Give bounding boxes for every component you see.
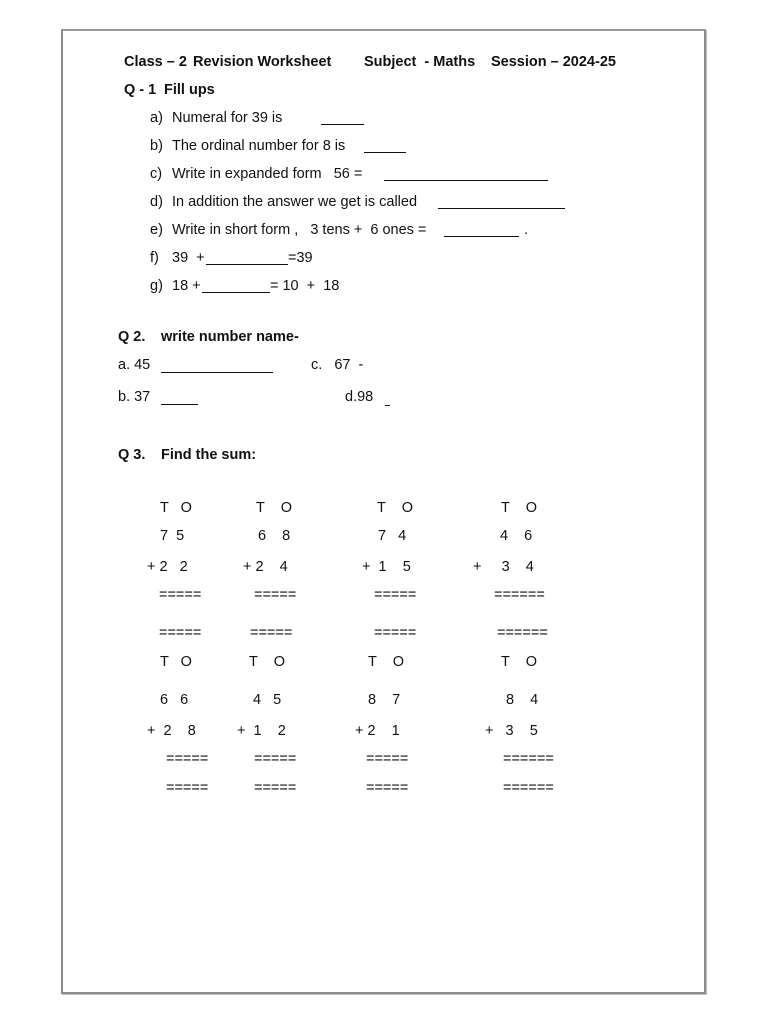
place-value-header: T O (160, 500, 192, 516)
subject-label: Subject - Maths (364, 54, 476, 70)
answer-line: ====== (503, 751, 554, 767)
addend-top: 8 4 (506, 692, 539, 708)
answer-blank[interactable] (438, 196, 565, 209)
answer-line: ===== (166, 751, 209, 767)
answer-blank[interactable] (161, 392, 198, 405)
addend-top: 7 4 (378, 528, 407, 544)
place-value-header: T O (377, 500, 413, 516)
class-label: Class – 2 (124, 54, 187, 70)
q1-item-text: The ordinal number for 8 is (172, 138, 346, 154)
addend-top: 4 6 (500, 528, 533, 544)
addend-top: 4 5 (253, 692, 282, 708)
q1-item-text: 18 + (172, 278, 201, 294)
answer-line: ====== (494, 587, 545, 603)
answer-blank[interactable] (385, 393, 390, 406)
addend-top: 7 5 (160, 528, 185, 544)
place-value-header: T O (501, 654, 537, 670)
place-value-header: T O (256, 500, 292, 516)
q1-item-text: 39 + (172, 250, 205, 266)
addend-bottom: + 3 5 (485, 723, 538, 739)
answer-blank[interactable] (206, 252, 288, 265)
q1-item-text: Write in expanded form 56 = (172, 166, 363, 182)
place-value-header: T O (160, 654, 192, 670)
q1-item-marker: d) (150, 194, 163, 210)
addend-bottom: + 2 4 (243, 559, 288, 575)
q1-item-marker: e) (150, 222, 163, 238)
place-value-header: T O (501, 500, 537, 516)
addend-top: 6 8 (258, 528, 291, 544)
answer-line: ===== (159, 625, 202, 641)
answer-line: ===== (374, 625, 417, 641)
addend-bottom: + 2 8 (147, 723, 196, 739)
addend-bottom: + 2 2 (147, 559, 188, 575)
answer-line: ===== (366, 780, 409, 796)
answer-blank[interactable] (384, 168, 548, 181)
place-value-header: T O (249, 654, 285, 670)
answer-blank[interactable] (364, 140, 406, 153)
q2-title: write number name- (161, 329, 299, 345)
answer-line: ===== (254, 587, 297, 603)
q2-item-label: b. 37 (118, 389, 151, 405)
addend-bottom: + 1 5 (362, 559, 411, 575)
q1-item-suffix: . (524, 222, 529, 238)
session-label: Session – 2024-25 (491, 54, 616, 70)
addend-bottom: + 2 1 (355, 723, 400, 739)
q2-number: Q 2. (118, 329, 146, 345)
worksheet-title: Revision Worksheet (193, 54, 332, 70)
q1-number: Q - 1 (124, 82, 157, 98)
answer-line: ===== (374, 587, 417, 603)
answer-line: ===== (366, 751, 409, 767)
q1-item-marker: b) (150, 138, 163, 154)
addend-top: 8 7 (368, 692, 401, 708)
q3-number: Q 3. (118, 447, 146, 463)
answer-line: ===== (159, 587, 202, 603)
q1-item-marker: a) (150, 110, 163, 126)
q1-title: Fill ups (164, 82, 215, 98)
q1-item-marker: f) (150, 250, 159, 266)
addend-bottom: + 1 2 (237, 723, 286, 739)
addend-bottom: + 3 4 (473, 559, 534, 575)
q2-item-label: d.98 (345, 389, 374, 405)
answer-blank[interactable] (444, 224, 519, 237)
q1-item-marker: g) (150, 278, 163, 294)
q3-title: Find the sum: (161, 447, 257, 463)
answer-blank[interactable] (321, 112, 364, 125)
q1-item-suffix: =39 (288, 250, 313, 266)
answer-blank[interactable] (161, 360, 273, 373)
answer-line: ===== (250, 625, 293, 641)
q1-item-marker: c) (150, 166, 163, 182)
q1-item-text: Write in short form , 3 tens + 6 ones = (172, 222, 427, 238)
addend-top: 6 6 (160, 692, 189, 708)
q1-item-text: Numeral for 39 is (172, 110, 283, 126)
answer-line: ====== (497, 625, 548, 641)
place-value-header: T O (368, 654, 404, 670)
answer-line: ===== (254, 780, 297, 796)
q2-item-label: a. 45 (118, 357, 151, 373)
answer-line: ===== (166, 780, 209, 796)
answer-blank[interactable] (202, 280, 270, 293)
answer-line: ====== (503, 780, 554, 796)
q1-item-text: In addition the answer we get is called (172, 194, 418, 210)
q2-item-label: c. 67 - (311, 357, 364, 373)
q1-item-suffix: = 10 + 18 (270, 278, 340, 294)
answer-line: ===== (254, 751, 297, 767)
